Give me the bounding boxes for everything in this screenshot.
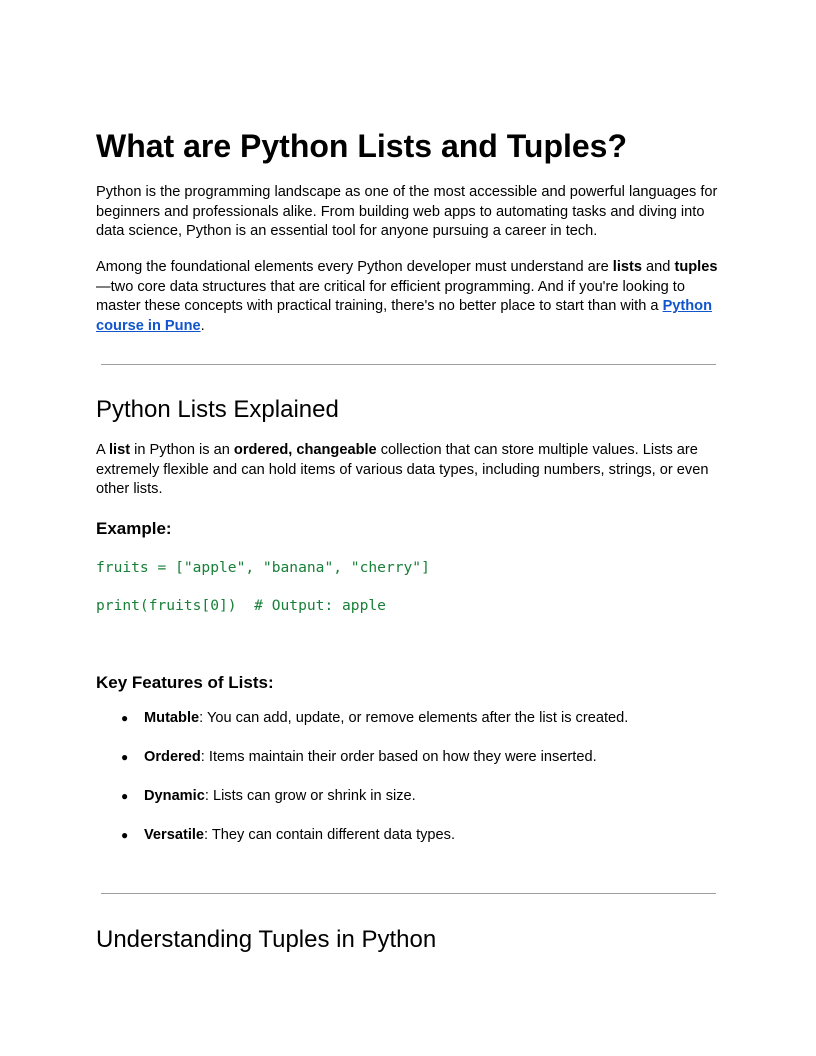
- feature-desc: : Items maintain their order based on how they were inserted.: [200, 749, 597, 765]
- bullet-icon: ●: [121, 750, 129, 764]
- intro-text-a: Among the foundational elements every Python developer must understand are: [96, 259, 613, 275]
- section-divider-2: [101, 893, 716, 894]
- intro-text: Python is the programming landscape as one of the most accessible and powerful languages for beginners and professionals alike. From building web apps to automating tasks and diving into data science, Python is an essential tool for anyone pursuing a career in tech.: [96, 184, 718, 239]
- list-item: [96, 708, 720, 747]
- bold-list: list: [108, 442, 131, 458]
- section-divider-1: [101, 364, 716, 365]
- bold-ordered-changeable: ordered, changeable: [233, 442, 377, 458]
- code-line-1: fruits = ["apple", "banana", "cherry"]: [96, 559, 430, 576]
- example-heading: Example:: [96, 519, 172, 538]
- features-list: [96, 708, 720, 864]
- page-title: What are Python Lists and Tuples?: [96, 128, 628, 164]
- feature-desc: : They can contain different data types.: [204, 827, 456, 843]
- intro-text-b: and: [641, 259, 675, 275]
- key-features-heading: Key Features of Lists:: [96, 673, 274, 692]
- list-item: [96, 747, 720, 786]
- lists-paragraph: [96, 441, 720, 500]
- list-item: [96, 786, 720, 825]
- tuples-section-heading: Understanding Tuples in Python: [96, 926, 437, 953]
- list-item: [96, 825, 720, 864]
- feature-term: Mutable: [144, 710, 200, 726]
- lists-section-heading: Python Lists Explained: [96, 396, 339, 423]
- feature-term: Versatile: [144, 827, 205, 843]
- feature-term: Dynamic: [144, 788, 205, 804]
- bullet-icon: ●: [121, 828, 129, 842]
- lists-text-a: A: [96, 442, 109, 458]
- feature-desc: : Lists can grow or shrink in size.: [204, 788, 416, 804]
- bold-lists: lists: [612, 259, 642, 275]
- intro-text-d: .: [200, 317, 205, 334]
- feature-desc: : You can add, update, or remove elements after the list is created.: [199, 710, 629, 726]
- intro-paragraph-1: [96, 183, 720, 242]
- intro-text-c: —two core data structures that are critical for efficient programming. And if you're looking to master these concepts with practical training, there's no better place to start than with a: [96, 278, 685, 314]
- feature-term: Ordered: [144, 749, 201, 765]
- code-line-2: print(fruits[0]) # Output: apple: [96, 597, 386, 614]
- lists-text-b: in Python is an: [130, 442, 234, 458]
- bullet-icon: ●: [121, 789, 129, 803]
- intro-paragraph-2: [96, 258, 720, 336]
- lists-text-c: collection that can store multiple values. Lists are extremely flexible and can hold items of various data types, including numbers, strings, or even other lists.: [96, 442, 709, 497]
- bold-tuples: tuples: [674, 259, 718, 275]
- bullet-icon: ●: [121, 711, 129, 725]
- python-course-link[interactable]: Python course in Pune: [96, 298, 713, 334]
